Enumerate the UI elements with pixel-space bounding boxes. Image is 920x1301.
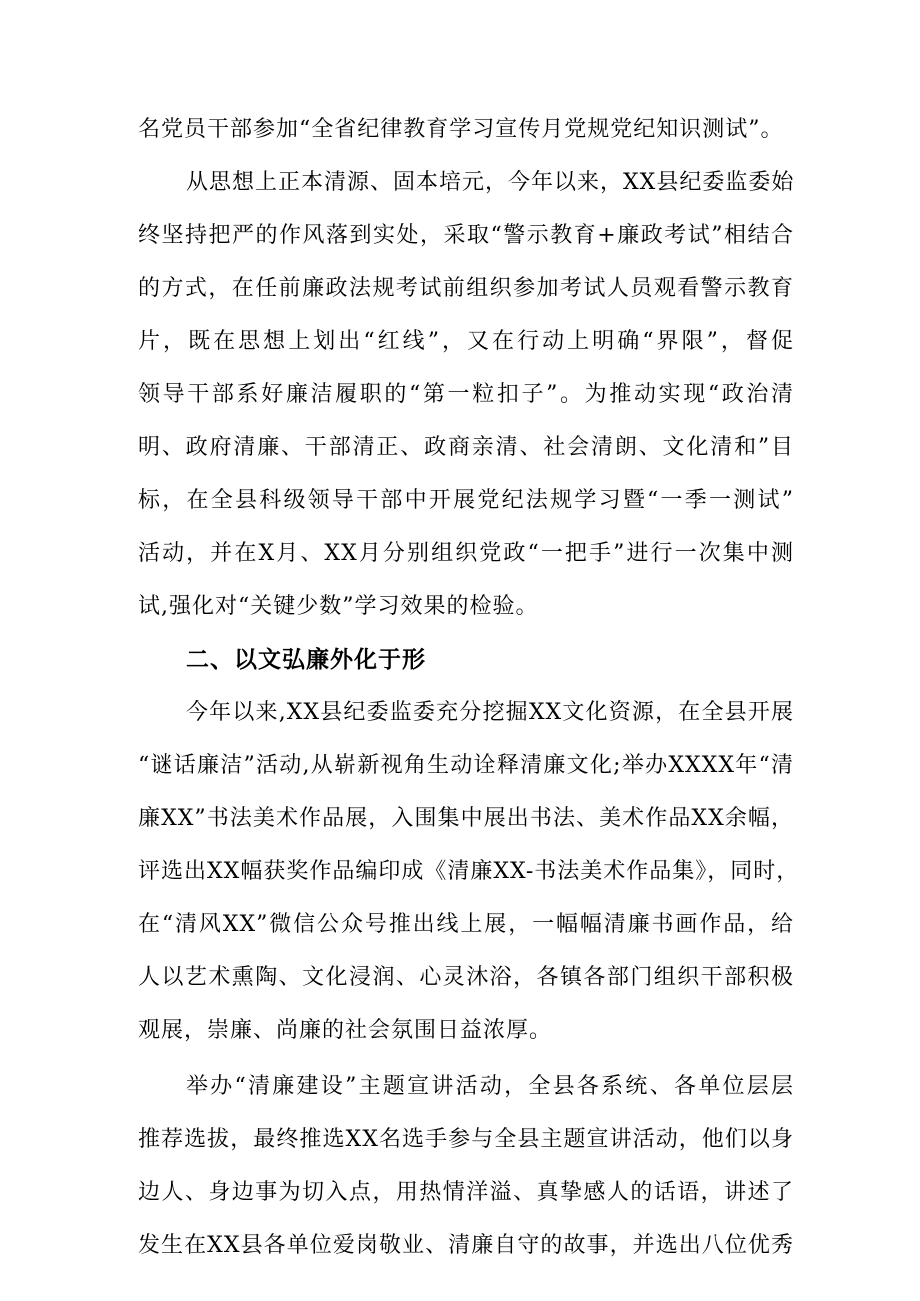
paragraph-line: 在“清风XX”微信公众号推出线上展，一幅幅清廉书画作品，给 bbox=[138, 912, 794, 937]
paragraph-line: 从思想上正本清源、固本培元，今年以来，XX县纪委监委始 bbox=[186, 170, 795, 195]
paragraph-line: 明、政府清廉、干部清正、政商亲清、社会清朗、文化清和”目 bbox=[138, 435, 794, 460]
paragraph-line: 标，在全县科级领导干部中开展党纪法规学习暨“一季一测试” bbox=[138, 488, 794, 513]
paragraph-line: 推荐选拔，最终推选XX名选手参与全县主题宣讲活动，他们以身 bbox=[138, 1127, 794, 1152]
paragraph-line: 观展，崇廉、尚廉的社会氛围日益浓厚。 bbox=[138, 1018, 553, 1043]
section-heading: 二、以文弘廉外化于形 bbox=[186, 647, 426, 673]
paragraph-line: 发生在XX县各单位爱岗敬业、清廉自守的故事，并选出八位优秀 bbox=[138, 1233, 794, 1258]
paragraph-line: 边人、身边事为切入点，用热情洋溢、真挚感人的话语，讲述了 bbox=[138, 1180, 794, 1205]
paragraph-line: “谜话廉洁”活动,从崭新视角生动诠释清廉文化;举办XXXX年“清 bbox=[138, 753, 794, 778]
paragraph-line: 试,强化对“关键少数”学习效果的检验。 bbox=[138, 594, 539, 619]
paragraph-line: 廉XX”书法美术作品展，入围集中展出书法、美术作品XX余幅， bbox=[138, 806, 794, 831]
paragraph-line: 评选出XX幅获奖作品编印成《清廉XX-书法美术作品集》，同时， bbox=[138, 859, 800, 884]
paragraph-line: 名党员干部参加“全省纪律教育学习宣传月党规党纪知识测试”。 bbox=[138, 117, 784, 142]
paragraph-line: 今年以来,XX县纪委监委充分挖掘XX文化资源，在全县开展 bbox=[186, 700, 794, 725]
paragraph-line: 领导干部系好廉洁履职的“第一粒扣子”。为推动实现“政治清 bbox=[138, 382, 794, 407]
paragraph-line: 举办“清廉建设”主题宣讲活动，全县各系统、各单位层层 bbox=[186, 1074, 794, 1099]
paragraph-line: 的方式，在任前廉政法规考试前组织参加考试人员观看警示教育 bbox=[138, 276, 794, 301]
paragraph-line: 片，既在思想上划出“红线”，又在行动上明确“界限”，督促 bbox=[138, 329, 794, 354]
paragraph-line: 人以艺术熏陶、文化浸润、心灵沐浴，各镇各部门组织干部积极 bbox=[138, 965, 794, 990]
paragraph-line: 终坚持把严的作风落到实处，采取“警示教育+廉政考试”相结合 bbox=[138, 223, 794, 248]
paragraph-line: 活动，并在X月、XX月分别组织党政“一把手”进行一次集中测 bbox=[138, 541, 794, 566]
